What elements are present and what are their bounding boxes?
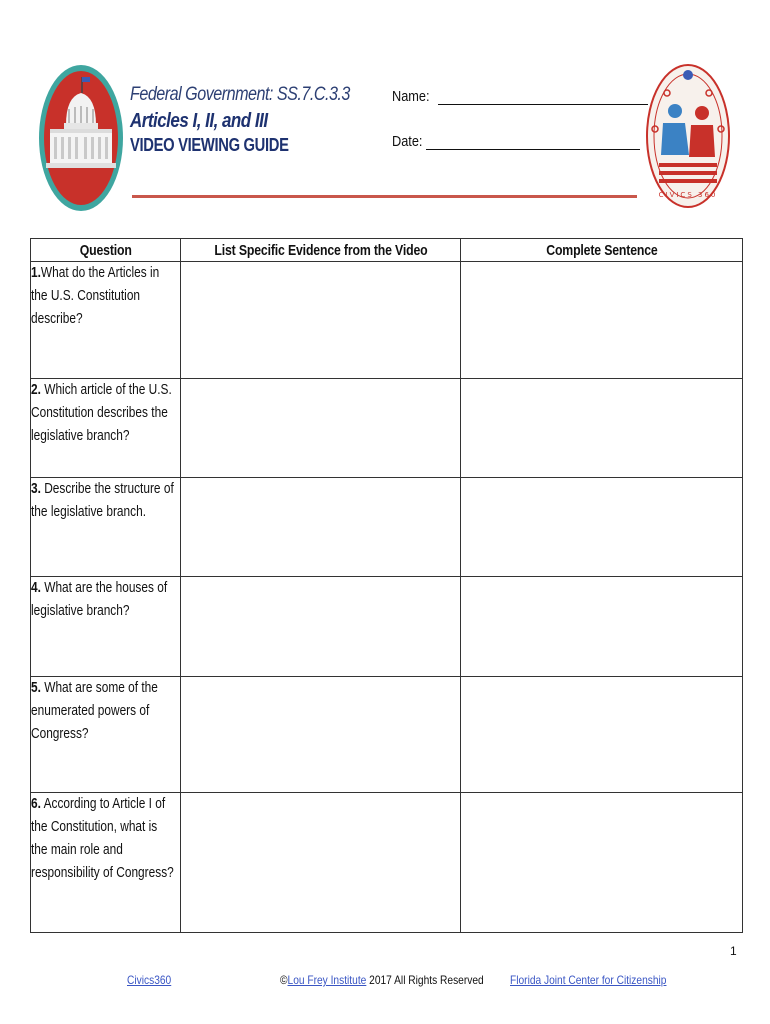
footer-copyright <box>280 973 484 987</box>
evidence-cell[interactable] <box>181 793 461 933</box>
civics360-logo <box>645 63 731 209</box>
date-field[interactable] <box>392 133 640 150</box>
date-label: Date: <box>392 133 423 150</box>
evidence-cell[interactable] <box>181 677 461 793</box>
name-field[interactable] <box>392 88 648 105</box>
subtitle: Federal Government: SS.7.C.3.3 <box>130 84 350 105</box>
capitol-dome-icon <box>36 63 126 213</box>
copyright-text: 2017 All Rights Reserved <box>366 973 484 987</box>
lou-frey-institute-link[interactable]: Lou Frey Institute <box>287 973 367 987</box>
copyright-symbol: © <box>280 973 288 987</box>
date-line[interactable] <box>426 135 640 150</box>
question-cell: 4. What are the houses of legislative branch? <box>31 577 181 677</box>
table-row <box>31 379 743 478</box>
evidence-cell[interactable] <box>181 262 461 379</box>
sentence-cell[interactable] <box>461 577 743 677</box>
question-cell: 2. Which article of the U.S. Constitution describes the legislative branch? <box>31 379 181 478</box>
table-row <box>31 793 743 933</box>
table-row <box>31 262 743 379</box>
worksheet-heading <box>130 84 389 156</box>
column-header-question: Question <box>31 239 181 262</box>
table-row <box>31 478 743 577</box>
name-label: Name: <box>392 88 430 105</box>
table-row <box>31 677 743 793</box>
capitol-logo <box>36 63 126 213</box>
footer-left <box>127 973 171 987</box>
sentence-cell[interactable] <box>461 677 743 793</box>
question-cell: 6. According to Article I of the Constitution, what is the main role and responsibility of Congress? <box>31 793 181 933</box>
question-cell: 3. Describe the structure of the legislative branch. <box>31 478 181 577</box>
civics360-badge-icon <box>645 63 731 209</box>
fjcc-link[interactable]: Florida Joint Center for Citizenship <box>510 973 667 987</box>
sentence-cell[interactable] <box>461 262 743 379</box>
evidence-cell[interactable] <box>181 577 461 677</box>
civics360-link[interactable]: Civics360 <box>127 973 172 987</box>
sentence-cell[interactable] <box>461 478 743 577</box>
page-number: 1 <box>730 944 737 958</box>
column-header-sentence: Complete Sentence <box>461 239 743 262</box>
viewing-guide-table <box>30 238 743 933</box>
header-divider <box>132 195 637 198</box>
worksheet-title: Articles I, II, and III <box>130 110 268 132</box>
footer-right <box>510 973 666 987</box>
column-header-evidence: List Specific Evidence from the Video <box>181 239 461 262</box>
table-header-row <box>31 239 743 262</box>
evidence-cell[interactable] <box>181 379 461 478</box>
question-cell: 5. What are some of the enumerated powers of Congress? <box>31 677 181 793</box>
sentence-cell[interactable] <box>461 379 743 478</box>
evidence-cell[interactable] <box>181 478 461 577</box>
guide-label: VIDEO VIEWING GUIDE <box>130 135 289 155</box>
badge-ring-text: CIVICS 360 <box>658 191 718 199</box>
name-line[interactable] <box>438 90 648 105</box>
question-cell: 1.What do the Articles in the U.S. Constitution describe? <box>31 262 181 379</box>
table-row <box>31 577 743 677</box>
sentence-cell[interactable] <box>461 793 743 933</box>
